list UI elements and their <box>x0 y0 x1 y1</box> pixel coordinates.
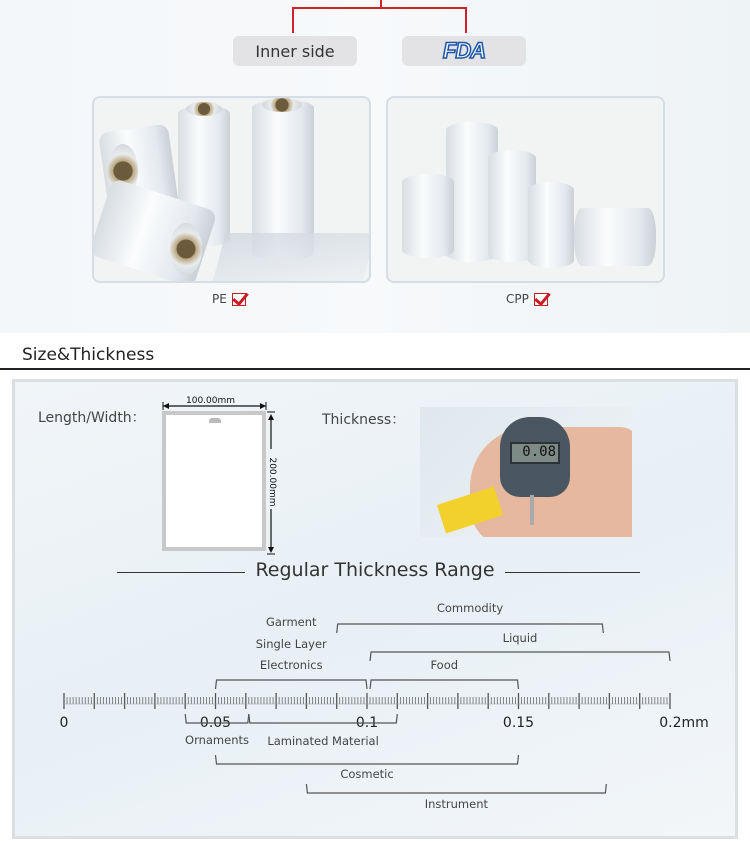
pe-option <box>212 292 246 306</box>
range-label: Ornaments <box>185 733 250 747</box>
range-bracket <box>370 680 518 689</box>
thickness-gauge-photo <box>420 407 632 537</box>
section-title: Size&Thickness <box>22 345 155 365</box>
material-section <box>0 0 750 333</box>
range-bracket <box>370 652 670 661</box>
range-label: Electronics <box>259 658 323 672</box>
checkmark-icon <box>534 293 548 306</box>
range-label: Cosmetic <box>340 767 394 781</box>
title-rule <box>117 572 245 573</box>
cpp-film-image <box>386 96 665 283</box>
range-label: Instrument <box>424 797 489 811</box>
range-title: Regular Thickness Range <box>255 559 495 581</box>
cpp-option <box>506 292 548 306</box>
thickness-label: Thickness： <box>322 412 406 428</box>
tick-label: 0 <box>59 715 69 731</box>
height-value: 200.00mm <box>267 457 277 507</box>
connector-line <box>292 7 294 33</box>
connector-line <box>465 7 467 33</box>
length-width-label: Length/Width： <box>38 410 146 426</box>
tick-label: 0.1 <box>355 715 379 731</box>
tick-label: 0.05 <box>199 715 232 731</box>
range-bracket <box>306 784 606 793</box>
inner-side-tag: Inner side <box>233 36 357 66</box>
fda-tag <box>402 36 526 66</box>
gauge-display: 0.08 <box>510 442 560 464</box>
range-bracket <box>216 755 519 764</box>
tick-label: 0.2mm <box>659 715 709 731</box>
section-divider <box>0 368 750 370</box>
range-label: Food <box>430 658 459 672</box>
fda-logo: FDA <box>442 38 486 63</box>
cpp-label: CPP <box>506 292 529 306</box>
range-label: Single Layer <box>255 637 327 651</box>
range-bracket <box>337 624 604 633</box>
pe-label: PE <box>212 292 227 306</box>
range-bracket <box>216 680 368 689</box>
range-label: Garment <box>265 615 317 629</box>
thickness-range-chart <box>0 590 750 830</box>
range-label: Laminated Material <box>267 734 379 748</box>
range-label: Commodity <box>436 601 504 615</box>
checkmark-icon <box>232 293 246 306</box>
title-rule <box>505 572 640 573</box>
width-value: 100.00mm <box>186 396 236 406</box>
tick-label: 0.15 <box>502 715 535 731</box>
pe-film-image <box>92 96 371 283</box>
connector-line <box>292 7 467 9</box>
range-label: Liquid <box>502 631 538 645</box>
